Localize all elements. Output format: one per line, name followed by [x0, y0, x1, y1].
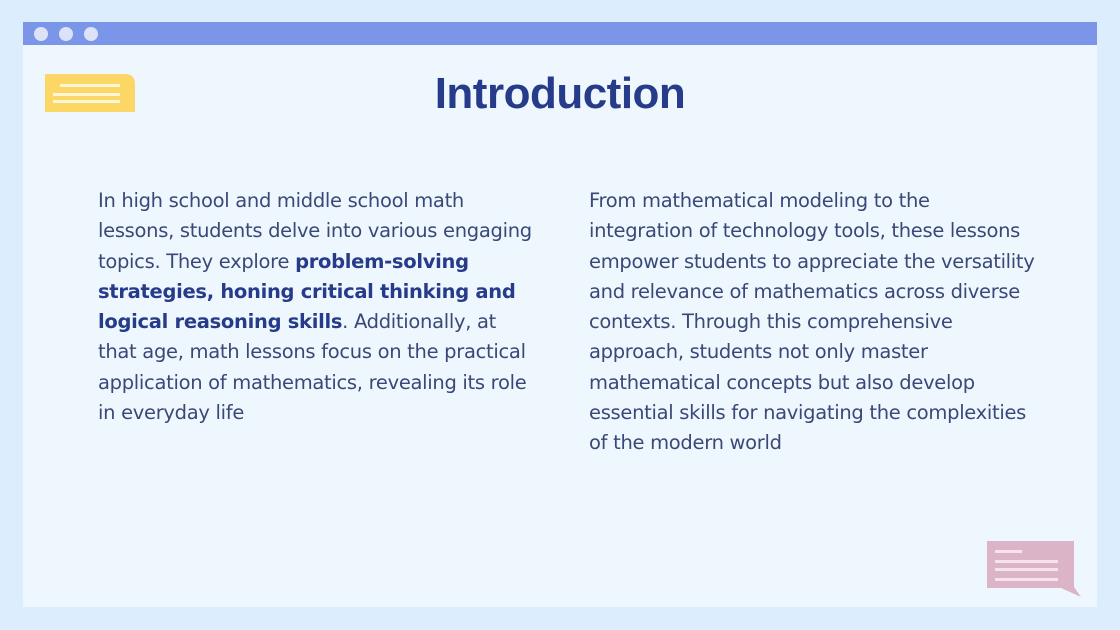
window-dot-icon: [59, 27, 73, 41]
page-title: Introduction: [434, 69, 686, 118]
chat-bubble-icon: [987, 541, 1083, 599]
left-paragraph-intro: In high school and middle school math lessons, students delve into various engaging topics. They explore: [98, 189, 532, 273]
window-titlebar: [23, 22, 1097, 45]
window-dot-icon: [34, 27, 48, 41]
right-paragraph: From mathematical modeling to the integration of technology tools, these lessons empower students to appreciate the versatility and relevance of mathematics across diverse contexts. Through this comprehensive approach, students not only master mathematical concepts but also develop essential skills for navigating the complexities of the modern world: [589, 189, 1035, 455]
left-paragraph-bold: problem-solving strategies, honing critical thinking and logical reasoning skills: [98, 249, 516, 334]
slide-window: [23, 22, 1097, 607]
left-paragraph-rest: . Additionally, at that age, math lessons focus on the practical application of mathematics, revealing its role in everyday life: [98, 310, 527, 425]
left-paragraph: [98, 186, 538, 428]
window-dot-icon: [84, 27, 98, 41]
